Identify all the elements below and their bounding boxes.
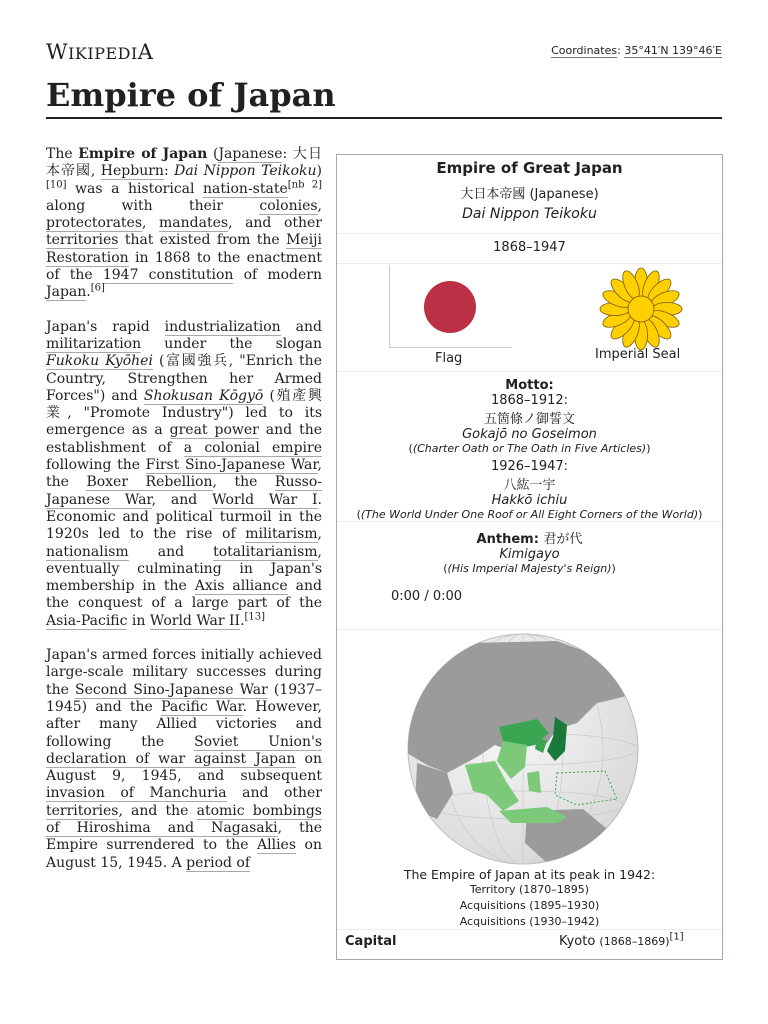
page-title: Empire of Japan <box>46 76 336 114</box>
motto2-years: 1926–1947: <box>490 459 569 474</box>
capital-years: (1868–1869) <box>599 935 670 948</box>
map-caption: The Empire of Japan at its peak in 1942: <box>403 867 656 882</box>
motto2-translation: ((The World Under One Roof or All Eight Corners of the World)) <box>356 508 703 521</box>
flag-caption[interactable] <box>435 351 462 366</box>
link-colonial-empire[interactable]: a colonial empire <box>183 439 322 456</box>
infobox-anthem <box>337 521 722 629</box>
capital-label: Capital <box>345 934 397 949</box>
infobox-native-name: 大日本帝國 <box>460 187 526 202</box>
anthem-line <box>337 528 722 547</box>
motto2-romaji: Hakkō ichiu <box>491 493 568 508</box>
audio-player-time[interactable]: 0:00 / 0:00 <box>391 589 463 604</box>
link-meiji-restoration[interactable]: Meiji Restoration <box>46 232 322 266</box>
link-japanese[interactable]: Japanese <box>218 146 283 162</box>
paragraph-rise: Japan's rapid industrialization and militarization under the slogan Fukoku Kyōhei (富國強兵, "Enrich the Country, Strengthen her Armed Forces") and Shokusan Kōgyō (殖產興業, "Promote Industry") led to its emergence as a great power and the establishment of a colonial empire following the First Sino-Japanese War, the Boxer Rebellion, the Russo-Japanese War, and World War I. Economic and political turmoil in the 1920s led to the rise of militarism, nationalism and totalitarianism, eventually culminating in Japan's membership in the Axis alliance and the conquest of a large part of the Asia-Pacific in World War II.[13] <box>46 318 323 629</box>
link-soviet-declaration[interactable]: Soviet Union's declaration of war against Japan <box>46 733 322 767</box>
article-body <box>46 146 322 889</box>
paragraph-intro: The Empire of Japan (Japanese: 大日本帝國, Hepburn: Dai Nippon Teikoku)[10] was a historical nation-state[nb 2] along with their colonies, protectorates, mandates, and other territories that existed from the Meiji Restoration in 1868 to the enactment of the 1947 constitution of modern Japan.[6] <box>46 146 323 301</box>
motto1-romaji: Gokajō no Goseimon <box>462 427 597 442</box>
link-militarization[interactable]: militarization <box>46 335 142 352</box>
coordinates: Coordinates: 35°41′N 139°46′E <box>551 44 722 57</box>
link-russo-japanese-war[interactable]: Russo-Japanese War <box>46 474 322 508</box>
link-shokusan-kogyo[interactable]: Shokusan Kōgyō <box>143 387 264 404</box>
link-nationalism[interactable]: nationalism <box>46 543 129 560</box>
link-world-war-ii[interactable]: World War II <box>149 612 241 629</box>
seal-center <box>628 296 654 322</box>
link-invasion-of-manchuria[interactable]: invasion of Manchuria <box>46 785 227 802</box>
anthem-trans-text: (His Imperial Majesty's Reign) <box>447 562 612 575</box>
ref-nb2[interactable]: [nb 2] <box>287 178 323 190</box>
link-protectorates[interactable]: protectorates <box>46 215 143 232</box>
link-second-sino-japanese-war[interactable]: Second Sino-Japanese War <box>75 681 268 698</box>
flag-red-disc <box>424 281 476 333</box>
link-world-war-i[interactable]: World War I <box>212 491 318 508</box>
infobox-motto <box>337 371 722 521</box>
anthem-label: Anthem: <box>476 532 544 547</box>
link-pacific-war[interactable]: Pacific War <box>161 698 243 715</box>
wordmark-initial: W <box>46 40 69 64</box>
wikipedia-wordmark[interactable] <box>46 40 153 64</box>
wordmark-final: A <box>137 40 154 64</box>
link-fukoku-kyohei[interactable]: Fukoku Kyōhei <box>46 353 153 370</box>
motto1-trans-text: (Charter Oath or The Oath in Five Articles) <box>412 442 647 455</box>
link-period-of[interactable]: period of <box>186 854 251 871</box>
capital-kyoto-link[interactable]: Kyoto <box>559 934 596 949</box>
link-hepburn[interactable]: Hepburn <box>100 163 164 180</box>
link-japan[interactable]: Japan <box>46 284 87 301</box>
link-territories-2[interactable]: territories <box>46 802 119 819</box>
motto-label: Motto: <box>505 378 554 393</box>
infobox-title: Empire of Great Japan <box>436 159 623 177</box>
infobox-romaji: Dai Nippon Teikoku <box>462 206 597 222</box>
flag-link[interactable]: Flag <box>435 351 463 366</box>
link-territories[interactable]: territories <box>46 232 119 249</box>
link-allies[interactable]: Allies <box>257 837 297 854</box>
link-mandates[interactable]: mandates <box>159 215 229 232</box>
capital-value <box>559 931 684 949</box>
infobox-native-lang: (Japanese) <box>529 187 599 202</box>
infobox-native-line <box>337 183 722 202</box>
link-1947-constitution[interactable]: 1947 constitution <box>102 267 234 284</box>
link-boxer-rebellion[interactable]: Boxer Rebellion <box>86 474 213 491</box>
seal-link[interactable]: Imperial Seal <box>595 347 681 362</box>
anthem-translation: ((His Imperial Majesty's Reign)) <box>443 562 616 575</box>
link-asia-pacific[interactable]: Asia-Pacific <box>46 612 128 629</box>
link-atomic-bombings[interactable]: atomic bombings of Hiroshima and Nagasaki <box>46 802 322 836</box>
link-nation-state[interactable]: nation-state <box>203 180 288 197</box>
territory-philippines <box>527 771 541 793</box>
motto1-translation: ((Charter Oath or The Oath in Five Articles)) <box>408 442 651 455</box>
romaji-name: Dai Nippon Teikoku <box>174 163 317 180</box>
imperial-seal-image[interactable] <box>599 267 683 351</box>
wordmark-middle: IKIPEDI <box>68 44 138 63</box>
globe-map-image[interactable] <box>407 633 639 865</box>
link-axis-alliance[interactable]: Axis alliance <box>194 578 288 595</box>
anthem-romaji: Kimigayo <box>499 547 560 562</box>
legend-acquisitions-1930: Acquisitions (1930–1942) <box>459 915 600 928</box>
title-divider <box>46 117 722 119</box>
infobox-header <box>337 155 722 233</box>
ref-1[interactable]: [1] <box>669 931 684 943</box>
motto2-trans-text: (The World Under One Roof or All Eight Corners of the World) <box>360 508 699 521</box>
motto1-native: 五箇條ノ御誓文 <box>483 412 575 427</box>
coordinates-link[interactable]: Coordinates <box>551 44 618 57</box>
ref-6[interactable]: [6] <box>90 282 105 294</box>
bold-term: Empire of Japan <box>78 146 208 162</box>
ref-10[interactable]: [10] <box>46 178 67 190</box>
flag-image[interactable] <box>389 265 512 348</box>
link-totalitarianism[interactable]: totalitarianism <box>213 543 318 560</box>
link-colonies[interactable]: colonies <box>259 197 318 214</box>
native-name: 大日本帝國 <box>46 146 323 180</box>
legend-acquisitions-1895: Acquisitions (1895–1930) <box>459 899 600 912</box>
link-militarism[interactable]: militarism <box>245 526 318 543</box>
link-great-power[interactable]: great power <box>169 422 259 439</box>
motto2-native: 八紘一宇 <box>503 478 556 493</box>
paragraph-war: Japan's armed forces initially achieved large-scale military successes during the Second Sino-Japanese War (1937–1945) and the Pacific War. However, after many Allied victories and following the Soviet Union's declaration of war against Japan on August 9, 1945, and subsequent invasion of Manchuria and other territories, and the atomic bombings of Hiroshima and Nagasaki, the Empire surrendered to the Allies on August 15, 1945. A period of <box>46 647 322 871</box>
anthem-native: 君が代 <box>543 532 583 547</box>
infobox <box>336 154 723 960</box>
link-first-sino-japanese-war[interactable]: First Sino-Japanese War <box>145 457 318 474</box>
seal-caption[interactable] <box>595 347 680 362</box>
infobox-years: 1868–1947 <box>337 233 722 263</box>
motto1-years: 1868–1912: <box>490 393 569 408</box>
ref-13[interactable]: [13] <box>244 611 266 623</box>
link-industrialization[interactable]: industrialization <box>164 318 281 335</box>
legend-territory: Territory (1870–1895) <box>469 883 590 896</box>
coordinates-value-link[interactable]: 35°41′N 139°46′E <box>624 44 722 57</box>
